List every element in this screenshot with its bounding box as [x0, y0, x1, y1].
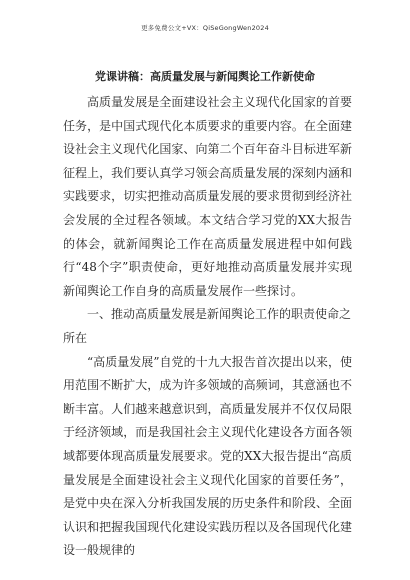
intro-paragraph: 高质量发展是全面建设社会主义现代化国家的首要任务，是中国式现代化本质要求的重要内容。在全面建设社会主义现代化国家、向第二个百年奋斗目标进军新征程上，我们要认真学习领会高质量发展的深刻内涵和实践要求，切实把推动高质量发展的要求贯彻到经济社会发展的全过程各领域。本文结合学习党的XX大报告的体会，就新闻舆论工作在高质量发展进程中如何践行“48个字”职责使命，更好地推动高质量发展并实现新闻舆论工作自身的高质量发展作一些探讨。: [63, 95, 352, 298]
document-title: 党课讲稿：高质量发展与新闻舆论工作新使命: [95, 70, 315, 83]
section-heading: 一、推动高质量发展是新闻舆论工作的职责使命之所在: [63, 307, 352, 345]
section-paragraph: “高质量发展”自党的十九大报告首次提出以来，使用范围不断扩大，成为许多领域的高频词，其意涵也不断丰富。人们越来越意识到，高质量发展并不仅仅局限于经济领域，而是我国社会主义现代化建设各方面各领域都要体现高质量发展要求。党的XX大报告提出“高质量发展是全面建设社会主义现代化国家的首要任务”，是党中央在深入分析我国发展的历史条件和阶段、全面认识和把握我国现代化建设实践历程以及各国现代化建设一般规律的: [63, 354, 352, 558]
header-note: 更多免费公文+VX：QiSeGongWen2024: [141, 24, 269, 32]
document-body: [63, 91, 352, 563]
